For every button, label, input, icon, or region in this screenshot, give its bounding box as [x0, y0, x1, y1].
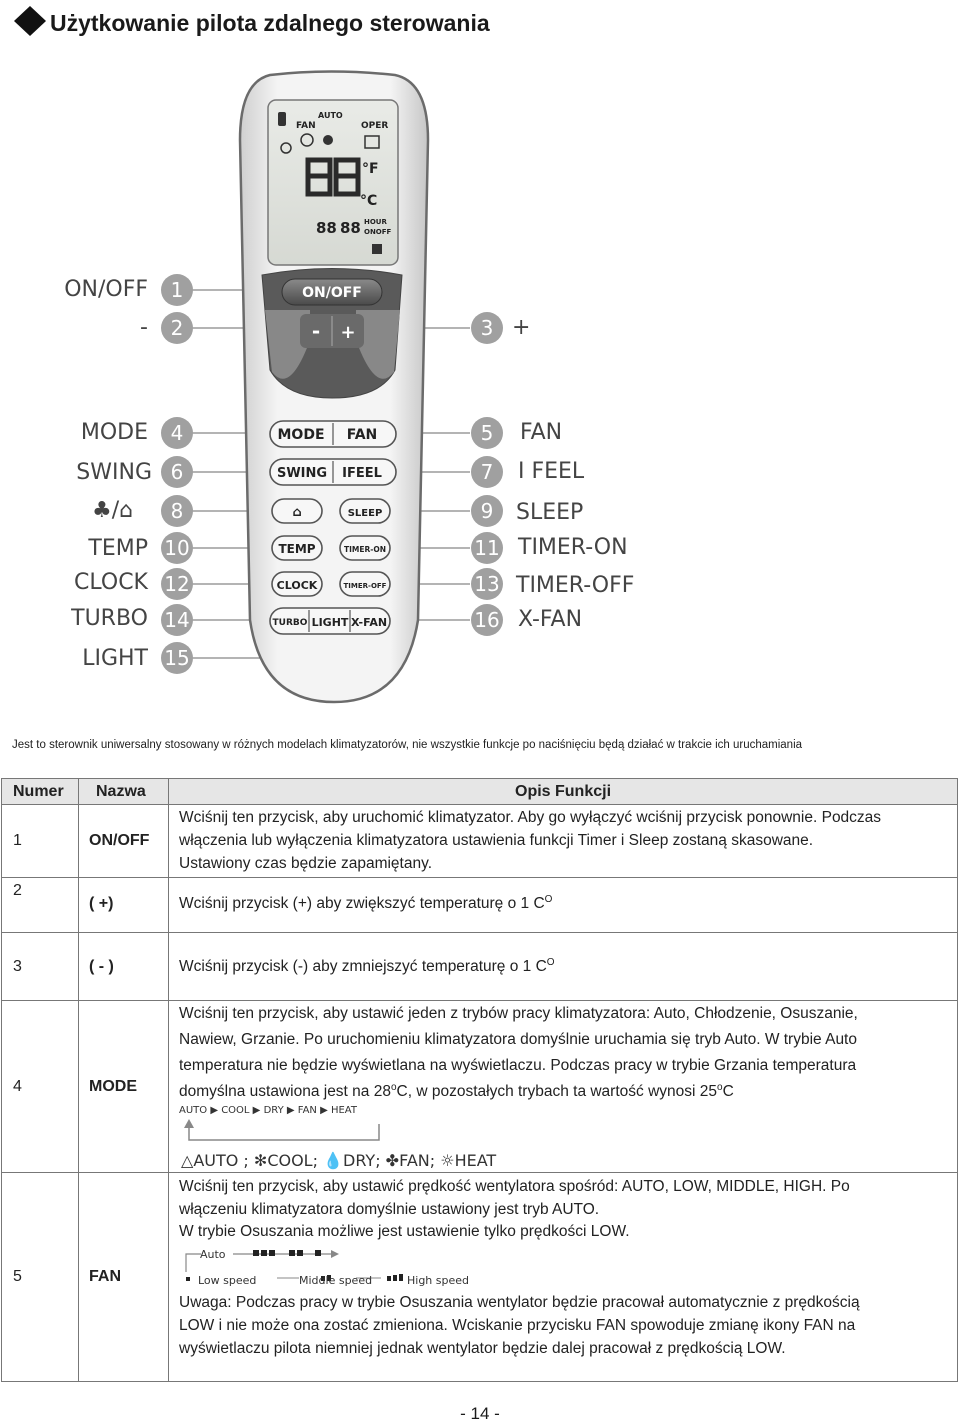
auto-icon: △ — [181, 1151, 194, 1170]
speed-high-label: High speed — [407, 1274, 470, 1287]
callout-label-timer-on: TIMER-ON — [518, 535, 628, 560]
fan-icon: ✤ — [385, 1151, 400, 1170]
header-description: Opis Funkcji — [515, 783, 612, 800]
callout-label-mode: MODE — [80, 420, 148, 445]
svg-text:FAN: FAN — [346, 427, 378, 443]
callout-num-2: 2 — [161, 312, 193, 344]
mode-button[interactable] — [277, 427, 324, 443]
callout-label-onoff: ON/OFF — [64, 277, 148, 302]
diamond-bullet-icon — [8, 4, 48, 38]
header-name: Nazwa — [96, 783, 146, 800]
svg-text:-: - — [311, 319, 321, 343]
row5-desc-line3: W trybie Osuszania możliwe jest ustawienie tylko prędkości LOW. — [179, 1223, 630, 1240]
row5-warning-line2: LOW i nie może ona zostać zmieniona. Wciskanie przycisku FAN spowoduje zmianę ikony FAN na — [179, 1317, 856, 1334]
row4-desc-line2: Nawiew, Grzanie. Po uruchomieniu klimatyzatora domyślnie uruchamia się tryb Auto. W trybie Auto — [179, 1031, 857, 1048]
function-table — [1, 778, 958, 1382]
swing-button[interactable] — [277, 466, 327, 481]
fan-button[interactable] — [347, 427, 378, 443]
callout-num-15: 15 — [161, 642, 193, 674]
svg-text:LIGHT: LIGHT — [311, 616, 349, 629]
svg-text:CLOCK: CLOCK — [276, 579, 318, 592]
cool-icon: ✻ — [253, 1151, 268, 1170]
callout-label-ifeel: I FEEL — [518, 459, 585, 484]
row4-desc-line4: domyślna ustawiona jest na 28$^o$C, w pozostałych trybach ta wartość wynosi 25$^o$C — [179, 1081, 734, 1100]
callout-num-3: 3 — [471, 312, 503, 344]
row1-desc-line1: Wciśnij ten przycisk, aby uruchomić klimatyzator. Aby go wyłączyć wciśnij przycisk ponownie. Podczas — [179, 809, 882, 826]
svg-text:SLEEP: SLEEP — [347, 508, 383, 519]
callout-label-light: LIGHT — [82, 646, 148, 671]
row5-desc-line1: Wciśnij ten przycisk, aby ustawić prędkość wentylatora spośród: AUTO, LOW, MIDDLE, HIGH. Po — [179, 1178, 850, 1195]
lcd-timer-1: 88 — [316, 219, 337, 237]
callout-label-timer-off: TIMER-OFF — [516, 573, 635, 598]
row3-desc: Wciśnij przycisk (-) aby zmniejszyć temperaturę o 1 $C^O$ — [179, 956, 555, 975]
mode-cycle-arrow — [179, 1118, 399, 1148]
speed-auto-label: Auto — [200, 1248, 226, 1261]
row4-name: MODE — [89, 1078, 137, 1095]
mode-sequence: AUTO ▶ COOL ▶ DRY ▶ FAN ▶ HEAT — [179, 1105, 357, 1116]
svg-text:SWING: SWING — [276, 466, 328, 481]
mode-icons-line: △AUTO ; ✻COOL; 💧DRY; ✤FAN; ☼HEAT — [181, 1151, 497, 1170]
callout-num-10: 10 — [161, 532, 193, 564]
callout-label-xfan: X-FAN — [518, 607, 583, 632]
callout-label-sleep: SLEEP — [516, 500, 584, 525]
row5-name: FAN — [89, 1268, 121, 1285]
row4-desc-line1: Wciśnij ten przycisk, aby ustawić jeden z trybów pracy klimatyzatora: Auto, Chłodzenie, Osuszanie, — [179, 1005, 858, 1022]
row4-desc-line3: temperatura nie będzie wyświetlana na wyświetlaczu. Podczas pracy w trybie Grzania temperatura — [179, 1057, 857, 1074]
timer-off-button[interactable] — [344, 582, 387, 590]
lcd-auto: AUTO — [318, 111, 343, 120]
row5-desc-line2: włączeniu klimatyzatora domyślnie ustawiony jest tryb AUTO. — [179, 1201, 600, 1218]
callout-num-13: 13 — [471, 568, 503, 600]
callout-label-fan: FAN — [520, 420, 563, 445]
svg-text:MODE: MODE — [277, 427, 325, 443]
row2-desc: Wciśnij przycisk (+) aby zwiększyć temperaturę o 1 $C^O$ — [179, 893, 553, 912]
onoff-button[interactable] — [302, 285, 362, 301]
callout-num-6: 6 — [161, 456, 193, 488]
lcd-hour: HOUR — [364, 218, 387, 226]
speed-low-label: Low speed — [198, 1274, 257, 1287]
row3-number: 3 — [13, 958, 22, 975]
callout-num-9: 9 — [471, 495, 503, 527]
callout-num-11: 11 — [471, 532, 503, 564]
lcd-unit-f: °F — [362, 161, 379, 177]
page-number: - 14 - — [460, 1404, 500, 1423]
callout-label-health: ♣/⌂ — [92, 498, 134, 523]
compatibility-note: Jest to sterownik uniwersalny stosowany w różnych modelach klimatyzatorów, nie wszystkie funkcje po naciśnięciu będą działać w trakcie ich uruchamiania — [12, 739, 803, 751]
dry-icon: 💧 — [323, 1151, 343, 1170]
light-button[interactable] — [312, 616, 349, 629]
row1-desc-line2: włączenia lub wyłączenia klimatyzatora ustawienia funkcji Timer i Sleep zostaną skasowane. — [179, 832, 814, 849]
svg-text:TEMP: TEMP — [278, 542, 316, 556]
callout-label-swing: SWING — [76, 460, 152, 485]
callout-num-8: 8 — [161, 495, 193, 527]
xfan-button[interactable] — [351, 616, 387, 629]
callout-num-4: 4 — [161, 417, 193, 449]
callout-label-plus: + — [512, 315, 531, 340]
svg-text:⌂: ⌂ — [292, 505, 302, 520]
lcd-timer-2: 88 — [340, 219, 361, 237]
callout-label-turbo: TURBO — [71, 606, 148, 631]
heat-icon: ☼ — [440, 1151, 455, 1170]
callout-label-minus: - — [140, 315, 148, 340]
callout-label-temp: TEMP — [88, 536, 148, 561]
timer-on-button[interactable] — [344, 545, 386, 554]
row5-warning-line1: Uwaga: Podczas pracy w trybie Osuszania wentylator będzie pracował automatycznie z prędkością — [179, 1294, 860, 1311]
svg-text:+: + — [340, 322, 356, 343]
temp-button[interactable] — [278, 542, 315, 556]
clock-button[interactable] — [277, 579, 318, 592]
callout-num-5: 5 — [471, 417, 503, 449]
ifeel-button[interactable] — [342, 466, 382, 481]
callout-num-12: 12 — [161, 568, 193, 600]
row5-warning-line3: wyświetlaczu pilota niemniej jednak wentylator będzie dalej pracował z prędkością LOW. — [179, 1340, 786, 1357]
sleep-button[interactable] — [348, 508, 383, 519]
row1-name: ON/OFF — [89, 832, 150, 849]
minus-button[interactable] — [312, 319, 320, 343]
row5-number: 5 — [13, 1268, 22, 1285]
svg-text:X-FAN: X-FAN — [350, 616, 388, 629]
row3-name: ( - ) — [89, 958, 114, 975]
svg-text:ON/OFF: ON/OFF — [302, 285, 362, 301]
turbo-button[interactable] — [273, 618, 308, 628]
tree-icon: ♣ — [92, 498, 112, 523]
svg-text:TURBO: TURBO — [272, 618, 308, 628]
remote-illustration — [0, 60, 960, 710]
lcd-fan: FAN — [296, 121, 316, 131]
callout-num-7: 7 — [471, 456, 503, 488]
speed-middle-label: Middle speed — [299, 1274, 373, 1287]
row1-number: 1 — [13, 832, 22, 849]
lcd-unit-c: °C — [360, 193, 378, 209]
row2-number: 2 — [13, 882, 22, 899]
row1-desc-line3: Ustawiony czas będzie zapamiętany. — [179, 855, 433, 872]
callout-num-14: 14 — [161, 604, 193, 636]
svg-text:TIMER-OFF: TIMER-OFF — [343, 582, 387, 590]
header-number: Numer — [13, 783, 64, 800]
callout-label-clock: CLOCK — [74, 570, 148, 595]
svg-text:TIMER-ON: TIMER-ON — [343, 545, 387, 554]
svg-text:IFEEL: IFEEL — [342, 466, 382, 481]
row2-name: ( +) — [89, 895, 114, 912]
callout-num-16: 16 — [471, 604, 503, 636]
plus-button[interactable] — [340, 322, 355, 343]
lcd-oper: OPER — [361, 121, 389, 131]
health-button[interactable] — [292, 505, 301, 520]
row4-number: 4 — [13, 1078, 22, 1095]
page-title: Użytkowanie pilota zdalnego sterowania — [50, 10, 490, 36]
lcd-onoff: ONOFF — [364, 228, 392, 236]
house-icon: ⌂ — [119, 498, 134, 523]
callout-num-1: 1 — [161, 274, 193, 306]
